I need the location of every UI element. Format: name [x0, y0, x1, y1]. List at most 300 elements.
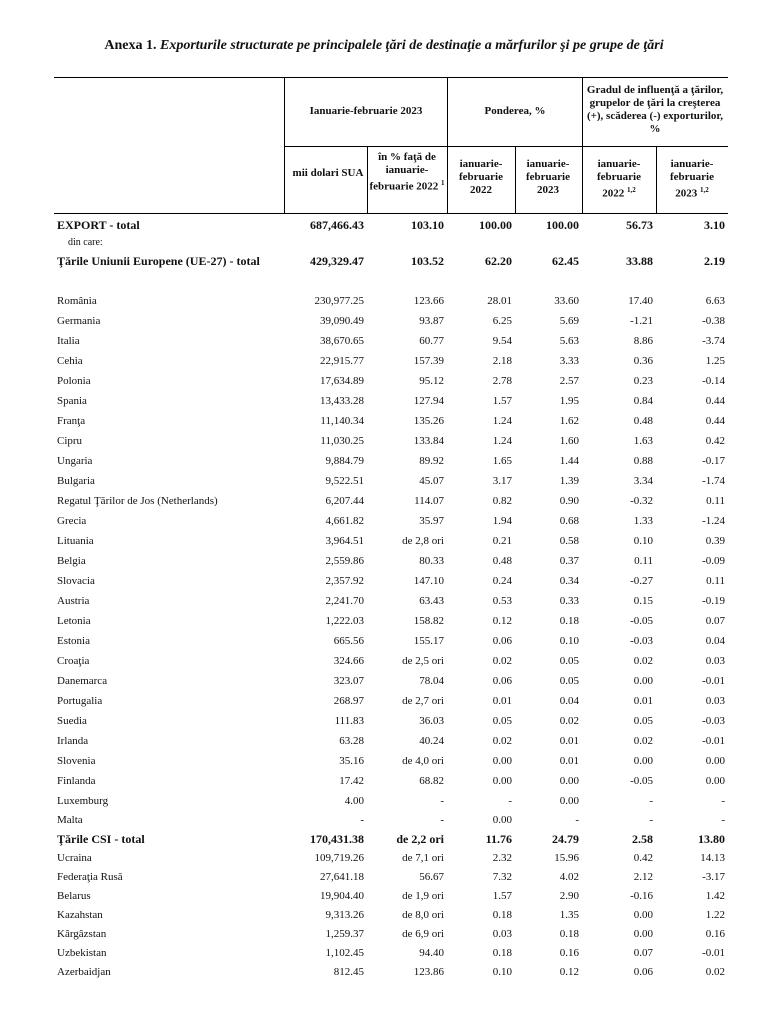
cell-influence-2023: -3.17: [702, 871, 725, 883]
cell-weight-2022: 0.21: [492, 535, 512, 547]
cell-weight-2023: 3.33: [559, 355, 579, 367]
cell-influence-2023: 1.22: [705, 909, 725, 921]
cell-influence-2022: 0.42: [633, 852, 653, 864]
cell-usd: 22,915.77: [320, 355, 364, 367]
row-label: Cipru: [57, 435, 83, 447]
cell-usd: [284, 271, 367, 291]
table-row: [54, 711, 728, 731]
cell-weight-2023: 5.69: [559, 315, 579, 327]
table-row: [54, 531, 728, 551]
table-row: [54, 431, 728, 451]
annex-subtitle: Exporturile structurate pe principalele ţări de destinaţie a mărfurilor şi pe grupe de ţări: [159, 38, 664, 53]
cell-usd: 1,222.03: [325, 615, 364, 627]
header-divider-2: [367, 146, 368, 213]
cell-pct-2022: de 6,9 ori: [402, 928, 444, 940]
cell-weight-2022: 2.78: [492, 375, 512, 387]
header-col-weight-2023: ianuarie-februarie 2023: [526, 158, 570, 196]
cell-weight-2023: 0.16: [559, 947, 579, 959]
cell-influence-2022: 8.86: [633, 335, 653, 347]
cell-weight-2023: 62.45: [552, 254, 579, 268]
table-row: [54, 235, 728, 251]
cell-weight-2023: 4.02: [559, 871, 579, 883]
table-row: [54, 591, 728, 611]
cell-pct-2022: de 4,0 ori: [402, 755, 444, 767]
cell-pct-2022: 155.17: [413, 635, 444, 647]
row-label: Ţările CSI - total: [57, 832, 145, 846]
cell-pct-2022: de 1,9 ori: [402, 890, 444, 902]
cell-influence-2023: 0.11: [706, 495, 725, 507]
cell-influence-2023: 2.19: [704, 254, 725, 268]
cell-weight-2022: 1.65: [492, 455, 512, 467]
cell-usd: 17,634.89: [320, 375, 364, 387]
cell-influence-2023: 0.11: [706, 575, 725, 587]
cell-influence-2023: 0.07: [705, 615, 725, 627]
cell-pct-2022: 135.26: [413, 415, 444, 427]
cell-usd: 4,661.82: [325, 515, 364, 527]
cell-influence-2022: -: [649, 814, 653, 826]
cell-usd: 39,090.49: [320, 315, 364, 327]
cell-influence-2023: -1.24: [702, 515, 725, 527]
row-label: Kârgâzstan: [57, 928, 107, 940]
cell-weight-2022: 0.00: [492, 755, 512, 767]
header-divider-6: [656, 146, 657, 213]
row-label: Azerbaidjan: [57, 966, 111, 978]
header-col-influence-2023-footnote: 1,2: [700, 186, 709, 194]
cell-weight-2023: 1.35: [559, 909, 579, 921]
cell-usd: 63.28: [339, 735, 364, 747]
cell-weight-2022: 1.24: [492, 435, 512, 447]
row-label: Austria: [57, 595, 90, 607]
annex-label: Anexa 1.: [104, 38, 157, 53]
cell-usd: 1,102.45: [325, 947, 364, 959]
row-label: Luxemburg: [57, 795, 109, 807]
table-row: [54, 631, 728, 651]
cell-usd: 3,964.51: [325, 535, 364, 547]
cell-weight-2022: 0.05: [492, 715, 512, 727]
cell-pct-2022: de 8,0 ori: [402, 909, 444, 921]
cell-influence-2023: [656, 235, 728, 251]
cell-influence-2022: -: [649, 795, 653, 807]
row-label: Slovacia: [57, 575, 95, 587]
cell-usd: 11,140.34: [320, 415, 364, 427]
cell-usd: 812.45: [333, 966, 364, 978]
cell-influence-2022: 0.07: [633, 947, 653, 959]
cell-influence-2022: 33.88: [626, 254, 653, 268]
cell-influence-2023: 0.39: [705, 535, 725, 547]
table-row: [54, 691, 728, 711]
cell-influence-2022: 0.88: [633, 455, 653, 467]
cell-pct-2022: [367, 235, 447, 251]
cell-influence-2022: 0.84: [633, 395, 653, 407]
cell-weight-2023: 0.05: [559, 675, 579, 687]
cell-pct-2022: 68.82: [419, 775, 444, 787]
cell-influence-2023: 14.13: [700, 852, 725, 864]
cell-influence-2022: -1.21: [630, 315, 653, 327]
cell-pct-2022: 158.82: [413, 615, 444, 627]
cell-weight-2022: 28.01: [487, 295, 512, 307]
header-col-influence-2022: [585, 158, 653, 201]
row-label: Portugalia: [57, 695, 103, 707]
cell-weight-2023: 33.60: [554, 295, 579, 307]
cell-influence-2022: -0.05: [630, 615, 653, 627]
header-col-influence-2022-footnote: 1,2: [627, 186, 636, 194]
table-row: [54, 868, 728, 887]
cell-weight-2023: 1.95: [559, 395, 579, 407]
cell-influence-2022: 0.00: [633, 675, 653, 687]
cell-weight-2022: 0.00: [492, 814, 512, 826]
cell-weight-2022: 100.00: [479, 217, 512, 232]
cell-influence-2022: 0.05: [633, 715, 653, 727]
header-divider-4: [515, 146, 516, 213]
cell-pct-2022: de 2,2 ori: [396, 832, 444, 846]
cell-pct-2022: 95.12: [419, 375, 444, 387]
cell-weight-2023: 0.02: [559, 715, 579, 727]
cell-usd: 109,719.26: [314, 852, 364, 864]
header-group-influence: Gradul de influenţă a ţărilor, grupelor de ţări la creşterea (+), scăderea (-) exporturilor, %: [586, 84, 724, 135]
table-row: [54, 611, 728, 631]
table-row: [54, 471, 728, 491]
cell-influence-2022: 1.63: [633, 435, 653, 447]
cell-pct-2022: 157.39: [413, 355, 444, 367]
cell-pct-2022: de 2,5 ori: [402, 655, 444, 667]
cell-influence-2023: 0.04: [705, 635, 725, 647]
table-row: [54, 451, 728, 471]
cell-weight-2023: 0.18: [559, 928, 579, 940]
cell-influence-2023: -0.14: [702, 375, 725, 387]
cell-usd: 35.16: [339, 755, 364, 767]
header-top-rule: [54, 77, 728, 78]
cell-influence-2022: [582, 271, 656, 291]
cell-pct-2022: de 7,1 ori: [402, 852, 444, 864]
cell-pct-2022: 147.10: [413, 575, 444, 587]
cell-usd: 170,431.38: [310, 832, 364, 846]
cell-influence-2023: 0.16: [705, 928, 725, 940]
cell-influence-2022: 56.73: [626, 217, 653, 232]
table-row: [54, 887, 728, 906]
table-row: [54, 906, 728, 925]
table-row: [54, 944, 728, 963]
table-row: [54, 731, 728, 751]
row-label: Suedia: [57, 715, 87, 727]
table-row: [54, 771, 728, 791]
cell-influence-2022: -0.32: [630, 495, 653, 507]
header-group-weight: Ponderea, %: [484, 105, 546, 117]
table-row: [54, 351, 728, 371]
cell-weight-2023: 0.12: [559, 966, 579, 978]
cell-weight-2023: 24.79: [552, 832, 579, 846]
table-row: [54, 491, 728, 511]
cell-influence-2022: [582, 235, 656, 251]
cell-influence-2022: 0.00: [633, 755, 653, 767]
cell-influence-2023: 3.10: [704, 217, 725, 232]
table-row: [54, 791, 728, 811]
table-row: [54, 811, 728, 830]
row-label: Croaţia: [57, 655, 90, 667]
cell-usd: 230,977.25: [314, 295, 364, 307]
cell-influence-2022: 0.15: [633, 595, 653, 607]
table-row: [54, 751, 728, 771]
cell-influence-2023: 0.00: [705, 755, 725, 767]
cell-influence-2023: -0.17: [702, 455, 725, 467]
cell-usd: 324.66: [333, 655, 364, 667]
cell-usd: 2,559.86: [325, 555, 364, 567]
cell-weight-2022: 9.54: [492, 335, 512, 347]
cell-pct-2022: -: [440, 795, 444, 807]
cell-weight-2023: 0.05: [559, 655, 579, 667]
cell-weight-2022: 3.17: [492, 475, 512, 487]
cell-influence-2023: -: [721, 795, 725, 807]
cell-weight-2022: 0.00: [492, 775, 512, 787]
cell-pct-2022: 114.07: [414, 495, 444, 507]
cell-weight-2022: 2.18: [492, 355, 512, 367]
row-label: Uzbekistan: [57, 947, 107, 959]
table-row: [54, 671, 728, 691]
row-label: Germania: [57, 315, 101, 327]
cell-influence-2023: 0.03: [705, 695, 725, 707]
cell-influence-2022: 0.01: [633, 695, 653, 707]
cell-influence-2023: [656, 271, 728, 291]
cell-usd: 19,904.40: [320, 890, 364, 902]
cell-weight-2023: 0.34: [559, 575, 579, 587]
table-row: [54, 925, 728, 944]
cell-weight-2023: 0.10: [559, 635, 579, 647]
cell-usd: 13,433.28: [320, 395, 364, 407]
cell-usd: 665.56: [333, 635, 364, 647]
cell-pct-2022: de 2,7 ori: [402, 695, 444, 707]
cell-weight-2023: 0.04: [559, 695, 579, 707]
header-col-pct-label: în % faţă de ianuarie-februarie 2022: [369, 151, 439, 193]
cell-influence-2022: 0.02: [633, 655, 653, 667]
cell-influence-2023: -: [721, 814, 725, 826]
header-divider-3: [447, 77, 448, 213]
exports-table: [54, 214, 728, 982]
cell-pct-2022: 56.67: [419, 871, 444, 883]
header-group-period: Ianuarie-februarie 2023: [309, 105, 423, 117]
table-row: [54, 251, 728, 271]
exports-table-body: [54, 214, 728, 982]
cell-weight-2022: 62.20: [485, 254, 512, 268]
cell-usd: 17.42: [339, 775, 364, 787]
cell-influence-2023: -0.38: [702, 315, 725, 327]
cell-usd: 687,466.43: [310, 217, 364, 232]
cell-influence-2022: 0.36: [633, 355, 653, 367]
cell-weight-2022: 0.18: [492, 947, 512, 959]
cell-weight-2022: 0.03: [492, 928, 512, 940]
row-label: Letonia: [57, 615, 91, 627]
cell-usd: 9,884.79: [325, 455, 364, 467]
cell-influence-2023: 0.02: [705, 966, 725, 978]
cell-pct-2022: 89.92: [419, 455, 444, 467]
cell-weight-2022: 0.48: [492, 555, 512, 567]
cell-pct-2022: 60.77: [419, 335, 444, 347]
cell-influence-2022: 17.40: [628, 295, 653, 307]
header-col-influence-2022-label: ianuarie-februarie 2022: [597, 158, 641, 200]
cell-weight-2022: 0.10: [492, 966, 512, 978]
cell-influence-2023: 0.44: [705, 395, 725, 407]
row-label: Lituania: [57, 535, 94, 547]
cell-weight-2022: 0.12: [492, 615, 512, 627]
cell-weight-2023: 0.00: [559, 775, 579, 787]
table-row: [54, 963, 728, 982]
cell-usd: 111.83: [334, 715, 364, 727]
cell-weight-2023: 0.68: [559, 515, 579, 527]
cell-influence-2022: 2.58: [632, 832, 653, 846]
row-label: Kazahstan: [57, 909, 103, 921]
cell-pct-2022: 123.66: [413, 295, 444, 307]
cell-influence-2022: 0.02: [633, 735, 653, 747]
row-label: Ucraina: [57, 852, 92, 864]
table-row: [54, 371, 728, 391]
row-label: Polonia: [57, 375, 91, 387]
cell-weight-2022: 0.06: [492, 635, 512, 647]
cell-usd: 6,207.44: [325, 495, 364, 507]
cell-usd: 2,357.92: [325, 575, 364, 587]
row-label: Spania: [57, 395, 87, 407]
cell-weight-2023: 0.33: [559, 595, 579, 607]
cell-pct-2022: 93.87: [419, 315, 444, 327]
row-label: Estonia: [57, 635, 90, 647]
cell-usd: [284, 235, 367, 251]
header-col-influence-2023: [659, 158, 725, 201]
row-label: din care:: [68, 237, 103, 248]
cell-influence-2022: 0.00: [633, 909, 653, 921]
cell-pct-2022: 127.94: [413, 395, 444, 407]
cell-weight-2023: 0.00: [559, 795, 579, 807]
cell-weight-2022: 0.02: [492, 735, 512, 747]
row-label: Bulgaria: [57, 475, 95, 487]
row-label: Belarus: [57, 890, 91, 902]
row-label: [54, 271, 284, 291]
table-row: [54, 391, 728, 411]
row-label: Italia: [57, 335, 80, 347]
cell-weight-2023: 2.90: [559, 890, 579, 902]
cell-weight-2022: 0.82: [492, 495, 512, 507]
cell-pct-2022: 123.86: [413, 966, 444, 978]
cell-weight-2022: 7.32: [492, 871, 512, 883]
cell-weight-2022: -: [508, 795, 512, 807]
cell-weight-2022: 0.53: [492, 595, 512, 607]
cell-pct-2022: 35.97: [419, 515, 444, 527]
cell-weight-2023: 100.00: [546, 217, 579, 232]
cell-influence-2022: 0.10: [633, 535, 653, 547]
cell-pct-2022: 78.04: [419, 675, 444, 687]
cell-pct-2022: de 2,8 ori: [402, 535, 444, 547]
row-label: Danemarca: [57, 675, 108, 687]
cell-influence-2022: 0.06: [633, 966, 653, 978]
cell-influence-2023: -0.19: [702, 595, 725, 607]
cell-weight-2023: 0.01: [559, 735, 579, 747]
cell-influence-2023: 0.03: [705, 655, 725, 667]
row-label: Ungaria: [57, 455, 93, 467]
row-label: Cehia: [57, 355, 83, 367]
table-row: [54, 849, 728, 868]
cell-usd: 323.07: [333, 675, 364, 687]
table-row: [54, 214, 728, 235]
table-row: [54, 331, 728, 351]
cell-influence-2022: 0.00: [633, 928, 653, 940]
row-label: Regatul Ţărilor de Jos (Netherlands): [57, 495, 218, 507]
cell-influence-2022: 0.11: [634, 555, 653, 567]
cell-usd: 9,313.26: [325, 909, 364, 921]
cell-weight-2022: 0.18: [492, 909, 512, 921]
cell-pct-2022: 40.24: [419, 735, 444, 747]
cell-usd: -: [360, 814, 364, 826]
cell-weight-2023: 1.60: [559, 435, 579, 447]
cell-weight-2023: [515, 235, 582, 251]
table-row: [54, 651, 728, 671]
cell-influence-2022: 0.23: [633, 375, 653, 387]
cell-weight-2022: 0.02: [492, 655, 512, 667]
row-label: Slovenia: [57, 755, 96, 767]
header-col-pct: [369, 151, 445, 194]
cell-weight-2022: [447, 235, 515, 251]
cell-pct-2022: 45.07: [419, 475, 444, 487]
cell-pct-2022: 103.10: [411, 217, 444, 232]
cell-usd: 2,241.70: [325, 595, 364, 607]
row-label: Finlanda: [57, 775, 96, 787]
cell-weight-2022: [447, 271, 515, 291]
row-label: Grecia: [57, 515, 87, 527]
cell-usd: 9,522.51: [325, 475, 364, 487]
cell-influence-2022: -0.27: [630, 575, 653, 587]
table-row: [54, 571, 728, 591]
cell-influence-2023: 0.00: [705, 775, 725, 787]
cell-pct-2022: 36.03: [419, 715, 444, 727]
cell-influence-2023: -0.01: [702, 735, 725, 747]
row-label: România: [57, 295, 97, 307]
cell-influence-2023: 0.42: [705, 435, 725, 447]
cell-influence-2023: 0.44: [705, 415, 725, 427]
cell-weight-2023: 1.44: [559, 455, 579, 467]
cell-influence-2023: -1.74: [702, 475, 725, 487]
cell-usd: 4.00: [344, 795, 364, 807]
cell-weight-2022: 1.94: [492, 515, 512, 527]
table-row: [54, 830, 728, 849]
annex-title: [0, 38, 768, 54]
cell-influence-2023: 13.80: [698, 832, 725, 846]
row-label: Franţa: [57, 415, 86, 427]
cell-weight-2023: 2.57: [559, 375, 579, 387]
cell-weight-2022: 1.57: [492, 890, 512, 902]
cell-weight-2023: 1.39: [559, 475, 579, 487]
header-mid-rule: [284, 146, 728, 147]
cell-weight-2023: 0.37: [559, 555, 579, 567]
cell-weight-2022: 0.24: [492, 575, 512, 587]
cell-weight-2023: 15.96: [554, 852, 579, 864]
header-col-weight-2022: ianuarie-februarie 2022: [459, 158, 503, 196]
cell-pct-2022: -: [440, 814, 444, 826]
cell-pct-2022: 94.40: [419, 947, 444, 959]
cell-weight-2023: 0.01: [559, 755, 579, 767]
cell-weight-2022: 0.06: [492, 675, 512, 687]
cell-influence-2023: -0.09: [702, 555, 725, 567]
cell-weight-2023: 5.63: [559, 335, 579, 347]
cell-influence-2023: 6.63: [705, 295, 725, 307]
cell-usd: 11,030.25: [320, 435, 364, 447]
cell-weight-2023: 0.18: [559, 615, 579, 627]
cell-weight-2023: [515, 271, 582, 291]
cell-pct-2022: 80.33: [419, 555, 444, 567]
header-col-usd: mii dolari SUA: [292, 167, 364, 179]
cell-weight-2023: -: [575, 814, 579, 826]
header-divider-5: [582, 77, 583, 213]
cell-influence-2022: -0.05: [630, 775, 653, 787]
table-row: [54, 551, 728, 571]
cell-influence-2023: -0.03: [702, 715, 725, 727]
cell-influence-2022: 0.48: [633, 415, 653, 427]
cell-influence-2022: 2.12: [633, 871, 653, 883]
cell-influence-2023: -0.01: [702, 675, 725, 687]
